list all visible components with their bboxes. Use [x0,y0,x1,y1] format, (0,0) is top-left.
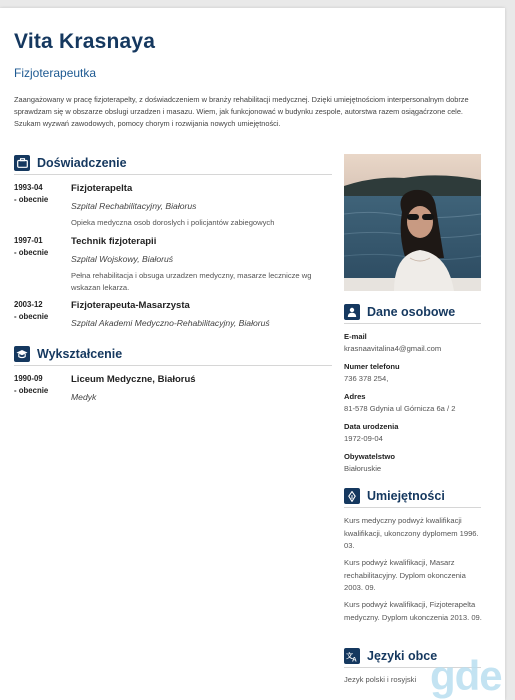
pen-nib-icon [344,488,360,504]
education-section-header [14,346,122,362]
entry-description: Opieka medyczna osob doroslych i policjantów zabiegowych [71,218,275,227]
skill-item: Kurs podwyż kwalifikacji, Fizjoterapelta medyczny. Dyplom ukonczenia 2013. 09. [344,600,482,622]
entry-title: Fizjoterapelta [71,183,133,194]
email-label: E-mail [344,332,367,341]
birthdate-label: Data urodzenia [344,422,399,431]
svg-text:文: 文 [346,652,353,660]
entry-title: Liceum Medyczne, Białoruś [71,374,196,385]
education-title: Wykształcenie [37,347,123,361]
languages-section-header [344,648,437,664]
entry-date: 1993-04 - obecnie [14,183,49,204]
skills-section-header [344,488,445,504]
person-icon [344,304,360,320]
candidate-name: Vita Krasnaya [14,30,156,53]
briefcase-icon [14,155,30,171]
graduation-cap-icon [14,346,30,362]
entry-place: Szpital Akademi Medyczno-Rehabilitacyjny, Białoruś [71,318,270,328]
entry-date: 1997-01 - obecnie [14,236,49,257]
personal-data-title: Dane osobowe [367,305,456,319]
skill-item: Kurs podwyż kwalifikacji, Masarz rechabilitacyjny. Dyplom okonczenia 2003. 09. [344,558,466,592]
phone-label: Numer telefonu [344,362,400,371]
divider [344,507,481,508]
citizenship-value: Białoruskie [344,464,382,473]
watermark-logo: gde [430,652,502,699]
email-value: krasnaavitalina4@gmail.com [344,344,442,353]
entry-title: Technik fizjoterapii [71,236,157,247]
personal-data-section-header [344,304,455,320]
address-label: Adres [344,392,366,401]
profile-summary: Zaangażowany w pracę fizjoterapelty, z doświadczeniem w branży rehabilitacji medycznej. Dzięki umiejętnościom interpersonalnym dobrze sprawdzam się w obszarze obslugi urzadzen i masazu. Wiem, jak funkcjonować w budynku zespole, autorstwa razem osiągaćrzone cele. Szukam wyzwań zawodowych, pomocy chorym i rozwijania nowych umiejętności. [14,95,469,129]
address-value: 81-578 Gdynia ul Górnicza 6a / 2 [344,404,456,413]
entry-title: Fizjoterapeuta-Masarzysta [71,300,190,311]
experience-section-header [14,155,127,171]
skill-item: Kurs medyczny podwyż kwalifikacji kwalifikacji, ukonczony dyplomem 1996. 03. [344,516,479,550]
phone-value: 736 378 254, [344,374,389,383]
entry-date: 2003-12 - obecnie [14,300,49,321]
entry-place: Szpital Wojskowy, Białoruś [71,254,174,264]
entry-place: Medyk [71,392,97,402]
experience-title: Doświadczenie [37,156,127,170]
skills-title: Umiejętności [367,489,445,503]
birthdate-value: 1972-09-04 [344,434,383,443]
entry-description: Pełna rehabilitacja i obsuga urzadzen medyczny, masarze lecznicze wg wskazan lekarza. [71,271,312,292]
profile-photo [344,154,481,291]
languages-value: Jezyk polski i rosyjski [344,675,417,684]
entry-place: Szpital Rechabilitacyjny, Białorus [71,201,197,211]
divider [344,323,481,324]
citizenship-label: Obywatelstwo [344,452,396,461]
entry-date: 1990-09 - obecnie [14,374,49,395]
candidate-role: Fizjoterapeutka [14,66,97,80]
divider [14,365,332,366]
svg-text:A: A [352,656,357,662]
divider [14,174,332,175]
translate-icon [344,648,360,664]
languages-title: Języki obce [367,649,438,663]
